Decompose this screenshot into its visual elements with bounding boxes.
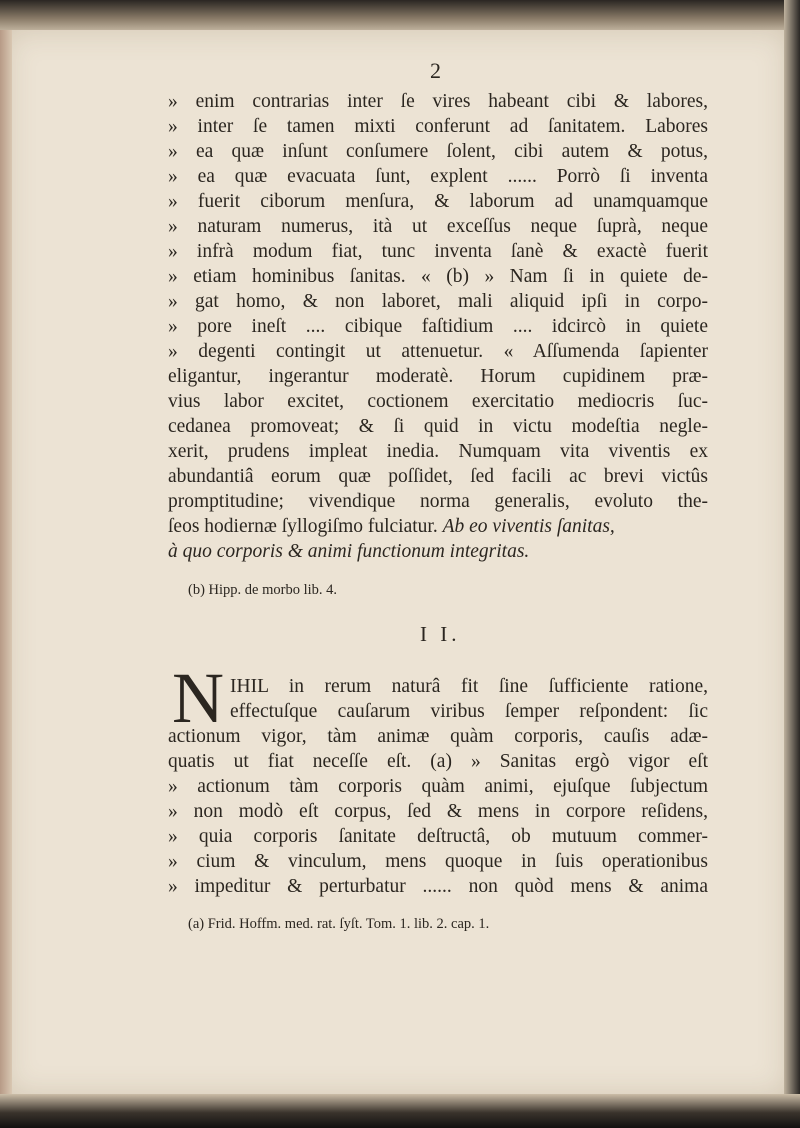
text-line-roman: ſeos hodiernæ ſyllogiſmo fulciatur. bbox=[168, 516, 438, 537]
footnote-a: (a) Frid. Hoffm. med. rat. ſyſt. Tom. 1. lib. 2. cap. 1. bbox=[188, 916, 490, 932]
text-line: actionum vigor, tàm animæ quàm corporis, cauſis adæ- bbox=[168, 726, 708, 747]
book-right-edge bbox=[784, 0, 800, 1128]
text-line-cap-2: effectuſque cauſarum viribus ſemper reſpondent: ſic bbox=[230, 701, 708, 722]
text-line: » quia corporis ſanitate deſtructâ, ob mutuum commer- bbox=[168, 826, 708, 847]
text-line: » degenti contingit ut attenuetur. « Aſſumenda ſapienter bbox=[168, 341, 708, 362]
book-left-edge bbox=[0, 30, 12, 1100]
text-line: » ea quæ inſunt conſumere ſolent, cibi autem & potus, bbox=[168, 141, 708, 162]
text-line: » etiam hominibus ſanitas. « (b) » Nam ſi in quiete de- bbox=[168, 266, 708, 287]
text-line: » ea quæ evacuata ſunt, explent ...... Porrò ſi inventa bbox=[168, 166, 708, 187]
text-line-italic: à quo corporis & animi functionum integritas. bbox=[168, 541, 530, 562]
text-line: eligantur, ingerantur moderatè. Horum cupidinem præ- bbox=[168, 366, 708, 387]
section-heading: I I. bbox=[420, 622, 461, 646]
text-line: » non modò eſt corpus, ſed & mens in corpore reſidens, bbox=[168, 801, 708, 822]
footnote-b: (b) Hipp. de morbo lib. 4. bbox=[188, 582, 338, 598]
text-line: » actionum tàm corporis quàm animi, ejuſque ſubjectum bbox=[168, 776, 708, 797]
text-line: » inter ſe tamen mixti conferunt ad ſanitatem. Labores bbox=[168, 116, 708, 137]
text-line-cap-1: IHIL in rerum naturâ fit ſine ſufficiente ratione, bbox=[230, 676, 708, 697]
text-line: » enim contrarias inter ſe vires habeant cibi & labores, bbox=[168, 91, 708, 112]
text-line: » gat homo, & non laboret, mali aliquid ipſi in corpo- bbox=[168, 291, 708, 312]
text-line-mixed bbox=[168, 514, 708, 539]
text-line: vius labor excitet, coctionem exercitatio mediocris ſuc- bbox=[168, 391, 708, 412]
book-bottom-edge bbox=[0, 1094, 800, 1128]
text-line: » pore ineſt .... cibique faſtidium .... idcircò in quiete bbox=[168, 316, 708, 337]
text-line: cedanea promoveat; & ſi quid in victu modeſtia negle- bbox=[168, 416, 708, 437]
text-line: » impeditur & perturbatur ...... non quòd mens & anima bbox=[168, 876, 708, 897]
text-line: xerit, prudens impleat inedia. Numquam vita viventis ex bbox=[168, 441, 708, 462]
text-line: » cium & vinculum, mens quoque in ſuis operationibus bbox=[168, 851, 708, 872]
text-line-italic-tail: Ab eo viventis ſanitas, bbox=[442, 516, 615, 537]
text-line: » naturam numerus, ità ut exceſſus neque ſuprà, neque bbox=[168, 216, 708, 237]
book-top-edge bbox=[0, 0, 800, 34]
text-line: quatis ut fiat neceſſe eſt. (a) » Sanitas ergò vigor eſt bbox=[168, 751, 708, 772]
text-line: » infrà modum fiat, tunc inventa ſanè & exactè fuerit bbox=[168, 241, 708, 262]
text-line: abundantiâ eorum quæ poſſidet, ſed facili ac brevi victûs bbox=[168, 466, 708, 487]
drop-cap: N bbox=[172, 658, 224, 738]
text-line: » fuerit ciborum menſura, & laborum ad unamquamque bbox=[168, 191, 708, 212]
text-line: promptitudine; vivendique norma generalis, evoluto the- bbox=[168, 491, 708, 512]
page-number: 2 bbox=[430, 58, 441, 83]
